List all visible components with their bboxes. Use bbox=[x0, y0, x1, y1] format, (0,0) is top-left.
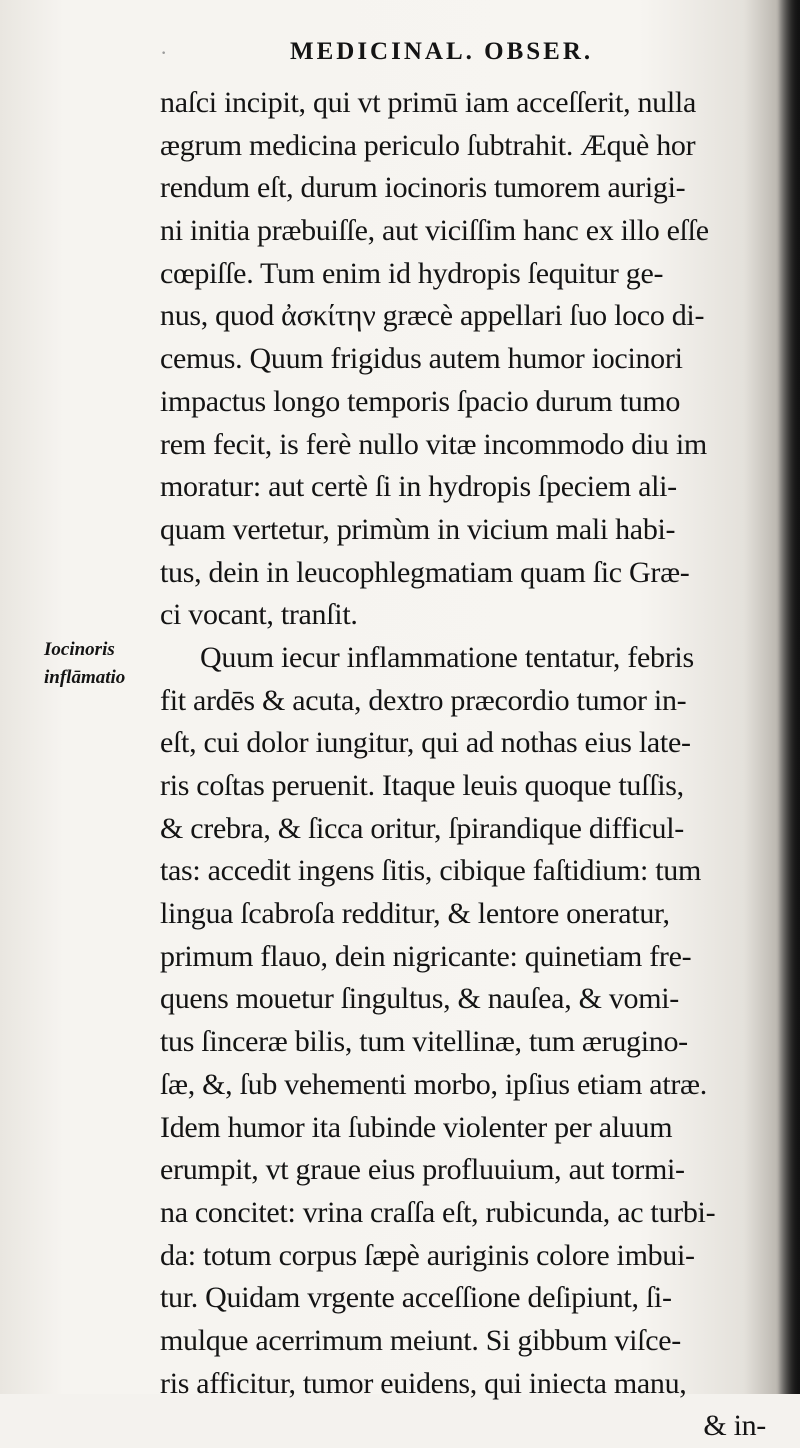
marginal-note bbox=[44, 636, 160, 692]
text-line: na concitet: vrina craſſa eſt, rubicunda, ac turbi- bbox=[160, 1195, 716, 1229]
text-line: nus, quod ἀσκίτην græcè appellari ſuo loco di- bbox=[160, 299, 705, 333]
marginal-note-line: inflāmatio bbox=[44, 667, 126, 688]
text-line: quens mouetur ſingultus, & nauſea, & vomi- bbox=[160, 982, 679, 1016]
text-line: quam vertetur, primùm in vicium mali habi- bbox=[160, 512, 676, 546]
text-line: lingua ſcabroſa redditur, & lentore oneratur, bbox=[160, 897, 670, 931]
text-line: rem fecit, is ferè nullo vitæ incommodo diu im bbox=[160, 427, 707, 461]
text-line: cemus. Quum frigidus autem humor iocinori bbox=[160, 342, 683, 376]
text-line: erumpit, vt graue eius profluuium, aut tormi- bbox=[160, 1153, 685, 1187]
paragraph-start-line: Quum iecur inflammatione tentatur, febris bbox=[200, 640, 694, 674]
text-line: tas: accedit ingens ſitis, cibique faſtidium: tum bbox=[160, 854, 702, 888]
text-line: naſci incipit, qui vt primū iam acceſſerit, nulla bbox=[160, 86, 696, 119]
text-line: tur. Quidam vrgente acceſſione deſipiunt, ſi- bbox=[160, 1281, 672, 1315]
catchword: & in- bbox=[703, 1409, 766, 1443]
text-line: Idem humor ita ſubinde violenter per aluum bbox=[160, 1110, 673, 1144]
text-line: ci vocant, tranſit. bbox=[160, 598, 358, 632]
marginal-note-line: Iocinoris bbox=[44, 639, 115, 660]
text-line: tus ſinceræ bilis, tum vitellinæ, tum ærugino- bbox=[160, 1025, 688, 1059]
text-line: ris afficitur, tumor euidens, qui iniecta manu, bbox=[160, 1366, 687, 1400]
text-line: moratur: aut certè ſi in hydropis ſpeciem ali- bbox=[160, 470, 677, 504]
text-line: fit ardēs & acuta, dextro præcordio tumor in- bbox=[160, 683, 687, 717]
text-line: impactus longo temporis ſpacio durum tumo bbox=[160, 384, 681, 418]
folio-mark: · bbox=[160, 40, 168, 65]
text-line: ſæ, &, ſub vehementi morbo, ipſius etiam atræ. bbox=[160, 1067, 707, 1101]
text-line: ægrum medicina periculo ſubtrahit. Æquè hor bbox=[160, 128, 696, 162]
text-line: eſt, cui dolor iungitur, qui ad nothas eius late- bbox=[160, 726, 691, 760]
text-line: primum flauo, dein nigricante: quinetiam fre- bbox=[160, 939, 692, 973]
text-line: tus, dein in leucophlegmatiam quam ſic Græ- bbox=[160, 555, 690, 589]
text-line: rendum eſt, durum iocinoris tumorem aurigi- bbox=[160, 171, 686, 205]
text-line: ni initia præbuiſſe, aut viciſſim hanc ex illo eſſe bbox=[160, 214, 709, 248]
binding-shadow bbox=[778, 0, 800, 1394]
main-text-block bbox=[160, 82, 766, 1448]
text-line: mulque acerrimum meiunt. Si gibbum viſce- bbox=[160, 1323, 681, 1357]
text-line: cœpiſſe. Tum enim id hydropis ſequitur ge- bbox=[160, 256, 664, 290]
text-line: & crebra, & ſicca oritur, ſpirandique difficul- bbox=[160, 811, 684, 845]
text-line: ris coſtas peruenit. Itaque leuis quoque tuſſis, bbox=[160, 769, 684, 802]
running-head: MEDICINAL. OBSER. bbox=[290, 38, 594, 65]
text-line: da: totum corpus ſæpè auriginis colore imbui- bbox=[160, 1238, 695, 1272]
